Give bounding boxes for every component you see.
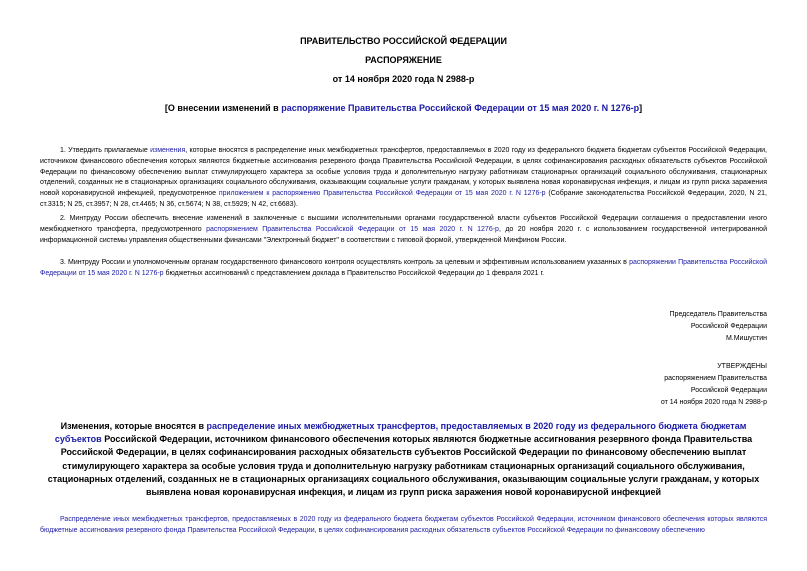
signature-position: Председатель Правительства: [669, 311, 767, 318]
paragraph-3: [40, 258, 767, 280]
p2-text-1: 2. Минтруду России обеспечить внесение изменений в заключенные с высшими исполнительными органами государственной власти субъектов Российской Федерации соглашения о предоставлении иного межбюджетного трансферта, предусмотренного: [40, 215, 767, 233]
annex-body-paragraph[interactable]: Распределение иных межбюджетных трансфертов, предоставляемых в 2020 году из федерального бюджета бюджетам субъектов Российской Федерации, источником финансового обеспечения которых являются бюджетные ассигнования резервного фонда Правительства Российской Федерации, в целях софинансирования расходных обязательств субъектов Российской Федерации по финансовому обеспечению: [40, 516, 767, 534]
signature-block: [670, 309, 767, 345]
signature-org: Российской Федерации: [690, 323, 767, 330]
p3-text-2: бюджетных ассигнований с представлением доклада в Правительство Российской Федерации до 1 февраля 2021 г.: [163, 269, 545, 277]
annex-title: [40, 420, 767, 499]
amendment-title: [0, 103, 807, 113]
p2-link-order[interactable]: распоряжением Правительства Российской Федерации от 15 мая 2020 г. N 1276-р: [206, 225, 499, 233]
annex-title-link[interactable]: распределение иных межбюджетных трансфертов, предоставляемых в 2020 году из федерального бюджета бюджетам субъектов: [54, 421, 747, 445]
org-heading: ПРАВИТЕЛЬСТВО РОССИЙСКОЙ ФЕДЕРАЦИИ: [300, 36, 507, 46]
approved-date: от 14 ноября 2020 года N 2988-р: [660, 399, 767, 406]
p2-text-2: , до 20 ноября 2020 г. с использованием государственной интегрированной информационной системы управления общественными финансами "Электронный бюджет" в соответствии с типовой формой, утвержденной Минфином России.: [40, 225, 767, 244]
doc-date-number: от 14 ноября 2020 года N 2988-р: [332, 74, 475, 84]
paragraph-2: [40, 214, 767, 246]
approved-heading: УТВЕРЖДЕНЫ: [717, 363, 767, 370]
approved-by: распоряжением Правительства: [664, 375, 767, 382]
p1-text-2: , которые вносятся в распределение иных межбюджетных трансфертов, предоставляемых в 2020 году из федерального бюджета бюджетам субъектов Российской Федерации, источником финансового обеспечения которых являются бюджетные ассигнования резервного фонда Правительства Российской Федерации, в целях софинансирования расходных обязательств субъектов Российской Федерации по финансовому обеспечению выплат стимулирующего характера за особые условия труда и дополнительную нагрузку работникам стационарных организаций социального обслуживания, стационарных отделений, созданных не в стационарных организациях социального обслуживания, оказывающим социальные услуги гражданам, у которых выявлена новая коронавирусная инфекция, и лицам из групп риска заражения новой коронавирусной инфекцией, предусмотренное: [40, 147, 767, 198]
p1-text-1: 1. Утвердить прилагаемые: [60, 147, 151, 154]
paragraph-1: [40, 146, 767, 211]
doc-type-heading: РАСПОРЯЖЕНИЕ: [365, 55, 442, 65]
p1-link-changes[interactable]: изменения: [150, 147, 186, 154]
p1-link-annex[interactable]: приложением к распоряжению Правительства Российской Федерации от 15 мая 2020 г. N 1276-р: [218, 190, 546, 198]
amendment-prefix: [О внесении изменений в: [164, 103, 282, 113]
p3-link-order[interactable]: распоряжении Правительства Российской Федерации от 15 мая 2020 г. N 1276-р: [40, 259, 767, 277]
p3-text-1: 3. Минтруду России и уполномоченным органам государственного финансового контроля осуществлять контроль за целевым и эффективным использованием указанных в: [60, 259, 630, 266]
approved-org: Российской Федерации: [690, 387, 767, 394]
approved-block: [661, 361, 767, 409]
signature-name: М.Мишустин: [725, 335, 767, 342]
annex-title-text-2: Российской Федерации, источником финансового обеспечения которых являются бюджетные ассигнования резервного фонда Правительства Российской Федерации, в целях софинансирования расходных обязательств субъектов Российской Федерации по финансовому обеспечению выплат стимулирующего характера за особые условия труда и дополнительную нагрузку работникам стационарных организаций социального обслуживания, стационарных отделений, созданных не в стационарных организациях социального обслуживания, оказывающим социальные услуги гражданам, у которых выявлена новая коронавирусная инфекция, и лицам из групп риска заражения новой коронавирусной инфекцией: [47, 434, 760, 498]
amendment-link[interactable]: распоряжение Правительства Российской Федерации от 15 мая 2020 г. N 1276-р: [281, 103, 640, 113]
amendment-suffix: ]: [639, 103, 643, 113]
annex-title-text-1: Изменения, которые вносятся в: [60, 421, 207, 431]
p1-text-3: (Собрание законодательства Российской Федерации, 2020, N 21, ст.3315; N 25, ст.3957; N 28, ст.4465; N 36, ст.5674; N 38, ст.5929; N 42, ст.6683).: [40, 190, 767, 208]
